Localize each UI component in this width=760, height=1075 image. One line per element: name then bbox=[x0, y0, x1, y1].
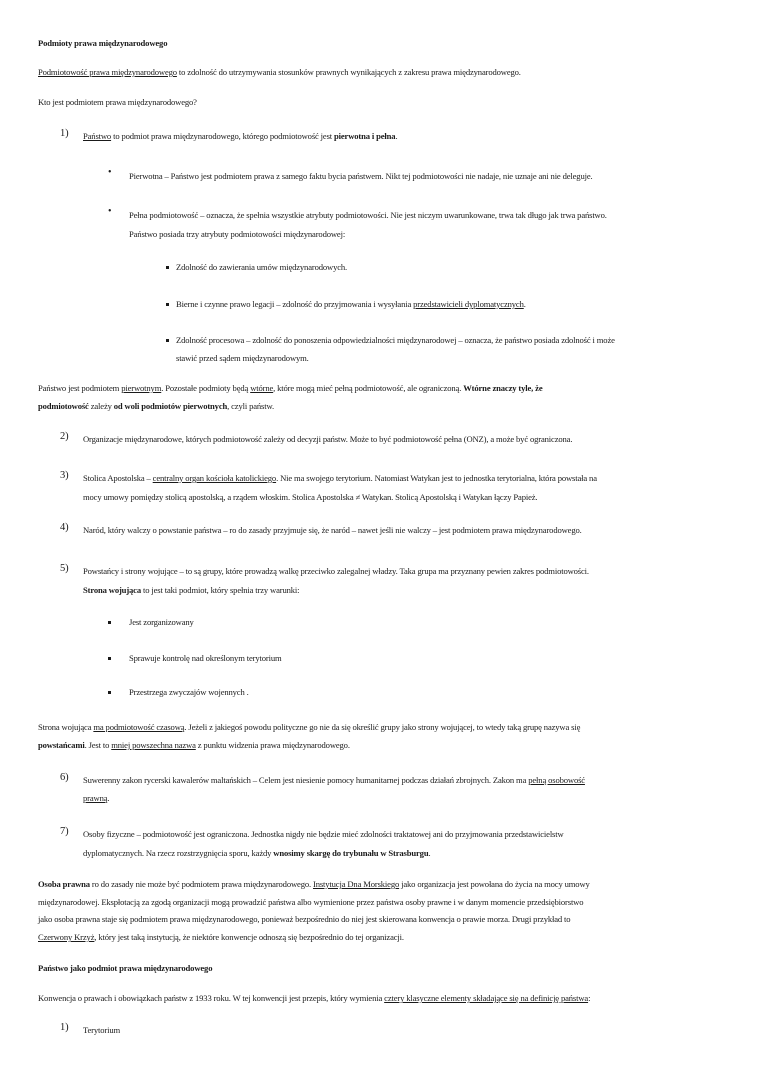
list-number: 1) bbox=[60, 1022, 69, 1033]
heading-podmioty: Podmioty prawa międzynarodowego bbox=[38, 38, 168, 48]
sub-bullet-legacja: Bierne i czynne prawo legacji – zdolność do przyjmowania i wysyłania przedstawicieli dyplomatycznych. bbox=[176, 299, 526, 309]
list-number: 7) bbox=[60, 826, 69, 837]
list-item-osoby-line2: dyplomatycznych. Na rzecz rozstrzygnięcia sporu, każdy wnosimy skargę do trybunału w Strasburgu. bbox=[83, 848, 431, 858]
list-number: 1) bbox=[60, 128, 69, 139]
list-item-narod: Naród, który walczy o powstanie państwa – ro do zasady przyjmuje się, że naród – nawet jeśli nie walczy – jest podmiotem prawa międzynarodowego. bbox=[83, 525, 582, 535]
paragraph-strona-line1: Strona wojująca ma podmiotowość czasową. Jeżeli z jakiegoś powodu polityczne go nie da się określić grupy jako strony wojującej, to wtedy taką grupę nazywa się bbox=[38, 722, 581, 732]
list-item-stolica-line2: mocy umowy pomiędzy stolicą apostolską, a rządem włoskim. Stolica Apostolska ≠ Watykan. Stolicą Apostolską i Watykan łączy Papież. bbox=[83, 492, 538, 502]
condition-kontrola: Sprawuje kontrolę nad określonym terytorium bbox=[129, 653, 282, 663]
list-item-osoby-line1: Osoby fizyczne – podmiotowość jest ograniczona. Jednostka nigdy nie będzie mieć zdolności traktatowej ani do przyjmowania przedstawicielstw bbox=[83, 829, 564, 839]
list-number: 4) bbox=[60, 522, 69, 533]
sub-bullet-procesowa-line2: stawić przed sądem międzynarodowym. bbox=[176, 353, 309, 363]
square-bullet-icon bbox=[166, 266, 169, 269]
paragraph-osoba-prawna-line4: Czerwony Krzyż, który jest taką instytucją, że niektóre konwencje odnoszą się bezpośrednio do tej organizacji. bbox=[38, 932, 404, 942]
list-number: 3) bbox=[60, 470, 69, 481]
question-line: Kto jest podmiotem prawa międzynarodowego? bbox=[38, 97, 197, 107]
list-number: 5) bbox=[60, 563, 69, 574]
sub-bullet-procesowa-line1: Zdolność procesowa – zdolność do ponoszenia odpowiedzialności międzynarodowej – oznacza, że państwo posiada zdolność i może bbox=[176, 335, 615, 345]
paragraph-pierwotny-line2: podmiotowość zależy od woli podmiotów pierwotnych, czyli państw. bbox=[38, 401, 274, 411]
list-item-powstancy-line1: Powstańcy i strony wojujące – to są grupy, które prowadzą walkę przeciwko zalegalnej władzy. Taka grupa ma przyznany pewien zakres podmiotowości. bbox=[83, 566, 589, 576]
square-bullet-icon bbox=[108, 621, 111, 624]
list-item-zakon-line1: Suwerenny zakon rycerski kawalerów maltańskich – Celem jest niesienie pomocy humanitarnej podczas działań zbrojnych. Zakon ma pełną osobowość bbox=[83, 775, 585, 785]
list-number: 2) bbox=[60, 431, 69, 442]
list-item-organizacje: Organizacje międzynarodowe, których podmiotowość zależy od decyzji państw. Może to być podmiotowość pełna (ONZ), a może być ograniczona. bbox=[83, 434, 573, 444]
list-item-terytorium: Terytorium bbox=[83, 1025, 121, 1035]
list-number: 6) bbox=[60, 772, 69, 783]
square-bullet-icon bbox=[108, 691, 111, 694]
paragraph-pierwotny-line1: Państwo jest podmiotem pierwotnym. Pozostałe podmioty będą wtórne, które mogą mieć pełną podmiotowość, ale ograniczoną. Wtórne znaczy tyle, że bbox=[38, 383, 543, 393]
sub-bullet-umowy: Zdolność do zawierania umów międzynarodowych. bbox=[176, 262, 348, 272]
condition-zwyczaje: Przestrzega zwyczajów wojennych . bbox=[129, 687, 249, 697]
paragraph-osoba-prawna-line2: międzynarodowej. Ekspłotacją za zgodą organizacji mogą prowadzić państwa albo wymienione przez państwa osoby prawne i w danym momencie przedsiębiorstwo bbox=[38, 897, 584, 907]
paragraph-osoba-prawna-line3: jako osoba prawna staje się podmiotem prawa międzynarodowego, ponieważ bezpośrednio do niej jest skierowana konwencja o prawie morza. Drugi przykład to bbox=[38, 914, 571, 924]
list-item-panstwo: Państwo to podmiot prawa międzynarodowego, którego podmiotowość jest pierwotna i pełna. bbox=[83, 131, 398, 141]
square-bullet-icon bbox=[108, 657, 111, 660]
bullet-pelna-line2: Państwo posiada trzy atrybuty podmiotowości międzynarodowej: bbox=[129, 229, 346, 239]
square-bullet-icon bbox=[166, 339, 169, 342]
list-item-zakon-line2: prawną. bbox=[83, 793, 110, 803]
paragraph-osoba-prawna-line1: Osoba prawna ro do zasady nie może być podmiotem prawa międzynarodowego. Instytucja Dna Morskiego jako organizacja jest powołana do życia na mocy umowy bbox=[38, 879, 590, 889]
condition-zorganizowany: Jest zorganizowany bbox=[129, 617, 194, 627]
square-bullet-icon bbox=[166, 303, 169, 306]
paragraph-konwencja: Konwencja o prawach i obowiązkach państw z 1933 roku. W tej konwencji jest przepis, który wymienia cztery klasyczne elementy składające się na definicję państwa: bbox=[38, 993, 591, 1003]
list-item-powstancy-line2: Strona wojująca to jest taki podmiot, który spełnia trzy warunki: bbox=[83, 585, 300, 595]
bullet-icon: • bbox=[108, 167, 112, 178]
intro-paragraph: Podmiotowość prawa międzynarodowego to zdolność do utrzymywania stosunków prawnych wynikających z zakresu prawa międzynarodowego. bbox=[38, 67, 521, 77]
list-item-stolica-line1: Stolica Apostolska – centralny organ kościoła katolickiego. Nie ma swojego terytorium. Natomiast Watykan jest to jednostka terytorialna, która powstała na bbox=[83, 473, 597, 483]
bullet-icon: • bbox=[108, 206, 112, 217]
paragraph-strona-line2: powstańcami. Jest to mniej powszechna nazwa z punktu widzenia prawa międzynarodowego. bbox=[38, 740, 350, 750]
bullet-pierwotna: Pierwotna – Państwo jest podmiotem prawa z samego faktu bycia państwem. Nikt tej podmiotowości nie nadaje, nie uznaje ani nie deleguje. bbox=[129, 171, 593, 181]
bullet-pelna-line1: Pełna podmiotowość – oznacza, że spełnia wszystkie atrybuty podmiotowości. Nie jest niczym uwarunkowane, trwa tak długo jak trwa państwo. bbox=[129, 210, 607, 220]
heading-panstwo-jako-podmiot: Państwo jako podmiot prawa międzynarodowego bbox=[38, 963, 213, 973]
